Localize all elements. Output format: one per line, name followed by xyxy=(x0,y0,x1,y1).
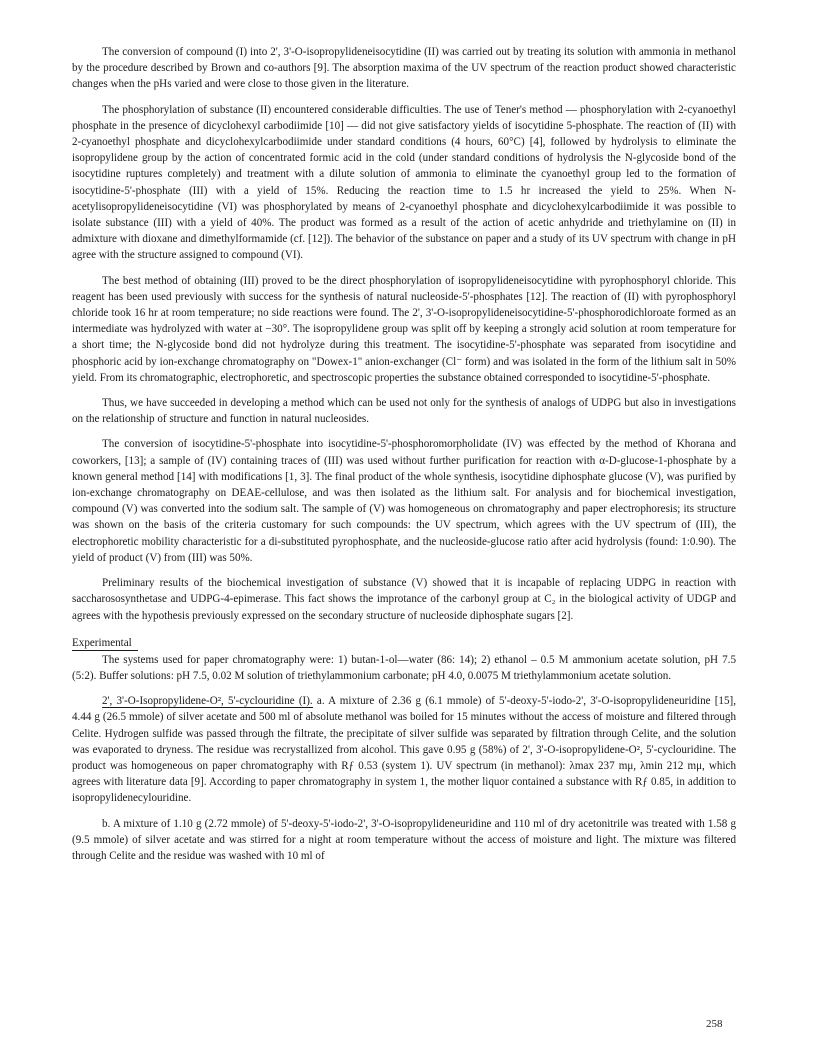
paragraph-morpholidate: The conversion of isocytidine-5'-phosphate into isocytidine-5'-phosphoromorpholidate (IV) was effected by the method of Khorana and coworkers, [13]; a sample of (IV) containing traces of (III) was used without further purification for reaction with α-D-glucose-1-phosphate by a known general method [14] with modifications [1, 3]. The final product of the whole synthesis, isocytidine diphosphate glucose (V), was purified by ion-exchange chromatography on DEAE-cellulose, and was then isolated as the lithium salt. For analysis and for biochemical investigation, compound (V) was converted into the sodium salt. The sample of (V) was homogeneous on chromatography and paper electrophoresis; its structure was shown on the basis of the criteria customary for such compounds: the UV spectrum, which agrees with the UV spectrum of (III), the electrophoretic mobility characteristic for a di-substituted pyrophosphate, and the nucleoside-glucose ratio after acid hydrolysis (found: 1:0.90). The yield of product (V) from (III) was 50%. xyxy=(72,438,736,564)
page-number: 258 xyxy=(706,1018,723,1030)
compound-i-body: a. A mixture of 2.36 g (6.1 mmole) of 5'-deoxy-5'-iodo-2', 3'-O-isopropylideneuridine [15], 4.44 g (26.5 mmole) of silver acetate and 500 ml of absolute methanol was boiled for 15 minutes without the access of moisture and filtered through Celite. Hydrogen sulfide was passed through the filtrate, the precipitate of silver sulfide was separated by filtration through Celite, and the solution was evaporated to dryness. The residue was recrystallized from alcohol. This gave 0.95 g (58%) of 2', 3'-O-isopropylidene-O², 5'-cyclouridine. The product was homogeneous on paper chromatography with Rƒ 0.53 (system 1). UV spectrum (in methanol): λmax 237 mμ, λmin 212 mμ, which agrees with literature data [9]. According to paper chromatography in system 1, the mother liquor contained a substance with Rƒ 0.85, in addition to isopropylidenecylouridine. xyxy=(72,695,736,805)
paragraph-conclusion: Thus, we have succeeded in developing a method which can be used not only for the synthesis of analogs of UDPG but also in investigations on the relationship of structure and function in natural nucleosides. xyxy=(72,397,736,426)
paragraph-method-b: b. A mixture of 1.10 g (2.72 mmole) of 5'-deoxy-5'-iodo-2', 3'-O-isopropylideneuridine and 110 ml of dry acetonitrile was treated with 1.58 g (9.5 mmole) of silver acetate and was stirred for a night at room temperature without the access of moisture and light. The mixture was filtered through Celite and the residue was washed with 10 ml of xyxy=(72,817,736,862)
section-heading-experimental: Experimental xyxy=(72,636,138,651)
paragraph-biochemical: Preliminary results of the biochemical investigation of substance (V) showed that it is incapable of replacing UDPG in reaction with saccharososynthetase and UDPG-4-epimerase. This fact shows the improtance of the carbonyl group at C₂ in the biological activity of UDGP and agrees with the hypothesis previously expressed on the secondary structure of nucleoside diphosphate sugars [2]. xyxy=(72,577,736,622)
paragraph-conversion-ii: The conversion of compound (I) into 2', 3'-O-isopropylideneisocytidine (II) was carried out by treating its solution with ammonia in methanol by the procedure described by Brown and co-authors [9]. The absorption maxima of the UV spectrum of the reaction product showed characteristic changes when the pHs varied and were close to those given in the literature. xyxy=(72,46,736,91)
compound-i-title: 2', 3'-O-Isopropylidene-O², 5'-cyclouridine (I). xyxy=(102,695,313,708)
paragraph-phosphorylation: The phosphorylation of substance (II) encountered considerable difficulties. The use of Tener's method — phosphorylation with 2-cyanoethyl phosphate in the presence of dicyclohexyl carbodiimide [10] — did not give satisfactory yields of isocytidine 5-phosphate. The reaction of (II) with 2-cyanoethyl phosphate and dicyclohexylcarbodiimide under standard conditions (4 hours, 60°C) [4], followed by hydrolysis to eliminate the isopropylidene group by the action of concentrated formic acid in the cold (under standard conditions of hydrolysis the N-glycoside bond of the isocytidine ruptures completely) and treatment with a dilute solution of ammonia to eliminate the cyanoethyl group led to the formation of isocytidine-5'-phosphate (III) with a yield of 15%. Reducing the reaction time to 1.5 hr increased the yield to 25%. When N-acetylisopropylideneisocytidine (VI) was phosphorylated by means of 2-cyanoethyl phosphate and dicyclohexylcarbodiimide it was possible to isolate substance (III) with a yield of 40%. The product was formed as a result of the action of acetic anhydride and triethylamine on (II) in admixture with dioxane and dimethylformamide (cf. [12]). The behavior of the substance on paper and a study of its UV spectrum with change in pH agree with the structure assigned to compound (VI). xyxy=(72,103,736,262)
paragraph-chromatography-systems: The systems used for paper chromatography were: 1) butan-1-ol—water (86: 14); 2) ethanol – 0.5 M ammonium acetate solution, pH 7.5 (5:2). Buffer solutions: pH 7.5, 0.02 M solution of triethylammonium carbonate; pH 4.0, 0.0075 M triethylammonium acetate solution. xyxy=(72,653,736,682)
paragraph-compound-i xyxy=(72,693,736,806)
page-body xyxy=(72,44,736,864)
paragraph-best-method: The best method of obtaining (III) proved to be the direct phosphorylation of isopropylideneisocytidine with pyrophosphoryl chloride. This reagent has been used previously with success for the synthesis of natural nucleoside-5'-phosphates [12]. The reaction of (II) with pyrophosphoryl chloride took 16 hr at room temperature; no side reactions were found. The 2', 3'-O-isopropylideneisocytidine-5'-phosphorodichloroate formed as an intermediate was hydrolyzed with water at −30°. The isopropylidene group was split off by keeping a strongly acid solution at room temperature for a short time; the N-glycoside bond did not hydrolyze during this treatment. The isocytidine-5'-phosphate was separated from isocytidine and phosphoric acid by ion-exchange chromatography on "Dowex-1" anion-exchanger (Cl⁻ form) and was isolated in the form of the lithium salt in 50% yield. From its chromatographic, electrophoretic, and spectroscopic properties the substance obtained corresponded to isocytidine-5'-phosphate. xyxy=(72,274,736,384)
